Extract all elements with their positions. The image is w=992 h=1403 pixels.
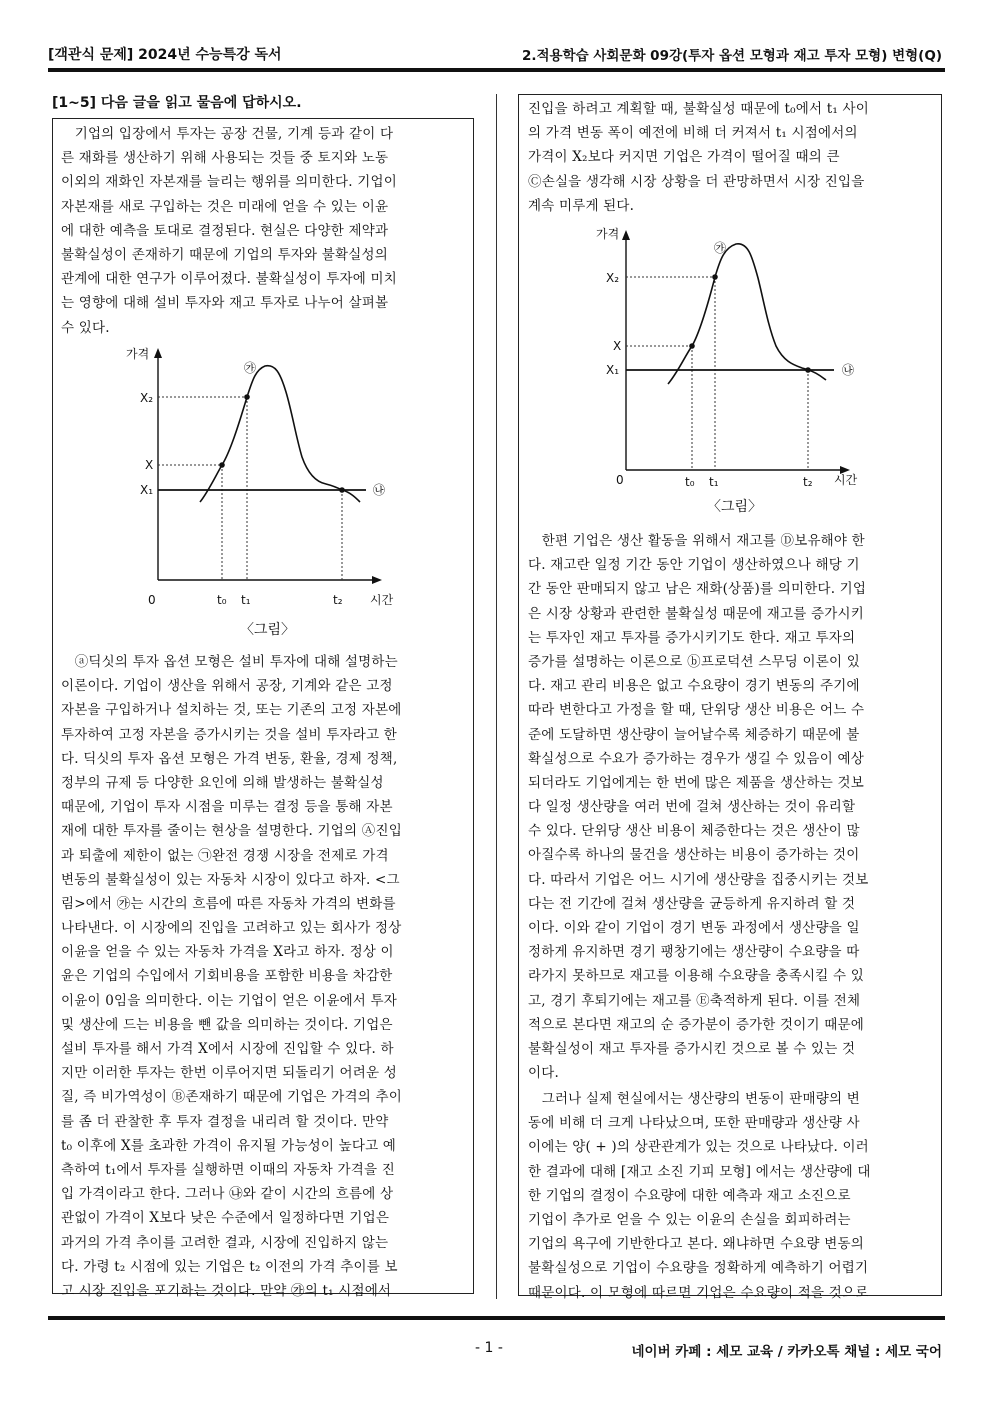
text-line: 은 시장 상황과 관련한 불확실성 때문에 재고를 증가시키 — [528, 605, 864, 622]
text-line: 변동의 불확실성이 있는 자동차 시장이 있다고 하자. <그 — [61, 871, 400, 888]
curve-a-label-2: ㉮ — [714, 241, 727, 255]
column-divider — [496, 94, 497, 1299]
text-line: 의 가격 변동 폭이 예전에 비해 더 커져서 t₁ 시점에서의 — [528, 125, 858, 142]
text-line: 는 투자인 재고 투자를 증가시키기도 한다. 재고 투자의 — [528, 629, 856, 646]
text-line: 를 좀 더 관찰한 후 투자 결정을 내리려 할 것이다. 만약 — [61, 1113, 389, 1130]
text-line: 윤은 기업의 수입에서 기회비용을 포함한 비용을 차감한 — [61, 968, 393, 985]
text-line: 고 시장 진입을 포기하는 것이다. 만약 ㉮의 t₁ 시점에서 — [61, 1282, 392, 1299]
question-heading: [1~5] 다음 글을 읽고 물음에 답하시오. — [52, 95, 302, 111]
text-line: 그러나 실제 현실에서는 생산량의 변동이 판매량의 변 — [528, 1091, 860, 1107]
passage-left-para2 — [61, 650, 465, 1303]
text-line: 림>에서 ㉮는 시간의 흐름에 따른 자동차 가격의 변화를 — [61, 895, 396, 912]
y-tick-x2: X₂ — [140, 391, 154, 405]
y-axis-label-2: 가격 — [596, 227, 620, 241]
origin-label-2: 0 — [616, 473, 624, 487]
passage-left-para1 — [61, 122, 465, 340]
text-line: 다. 재고 관리 비용은 없고 수요량이 경기 변동의 주기에 — [528, 678, 860, 695]
text-line: 라가지 못하므로 재고를 이용해 수요량을 충족시킬 수 있 — [528, 968, 864, 985]
y-axis-label: 가격 — [126, 347, 150, 361]
x-tick-t0: t₀ — [217, 593, 227, 607]
text-line: 다 일정 생산량을 여러 번에 걸쳐 생산하는 것이 유리할 — [528, 799, 856, 816]
text-line: 이에는 양( + )의 상관관계가 있는 것으로 나타났다. 이러 — [528, 1139, 869, 1156]
text-line: 수 있다. 단위당 생산 비용이 체증한다는 것은 생산이 많 — [528, 823, 860, 840]
passage-right-para1 — [528, 97, 934, 218]
text-line: 관없이 가격이 X보다 낮은 수준에서 일정하다면 기업은 — [61, 1210, 390, 1227]
footer-credit: 네이버 카페 : 세모 교육 / 카카오톡 채널 : 세모 국어 — [631, 1344, 942, 1360]
text-line: 는 영향에 대해 설비 투자와 재고 투자로 나누어 살펴볼 — [61, 295, 389, 312]
text-line: 다. 따라서 기업은 어느 시기에 생산량을 집중시키는 것보 — [528, 871, 869, 888]
origin-label: 0 — [148, 593, 156, 607]
text-line: 기업이 추가로 얻을 수 있는 이윤의 손실을 회피하려는 — [528, 1211, 851, 1228]
text-line: 다. 재고란 일정 기간 동안 기업이 생산하였으나 해당 기 — [528, 557, 860, 574]
y-tick-x2-2: X₂ — [606, 271, 620, 285]
x-tick-t2-2: t₂ — [803, 475, 813, 489]
text-line: 다는 전 기간에 걸쳐 생산량을 균등하게 유지하려 할 것 — [528, 895, 856, 912]
x-axis-label: 시간 — [370, 593, 394, 607]
text-line: 지만 이러한 투자는 한번 이루어지면 되돌리기 어려운 성 — [61, 1065, 397, 1082]
x-tick-t1-2: t₁ — [709, 475, 719, 489]
text-line: 이외의 재화인 자본재를 늘리는 행위를 의미한다. 기업이 — [61, 174, 397, 191]
text-line: 한 결과에 대해 [재고 소진 기피 모형] 에서는 생산량에 대 — [528, 1163, 871, 1180]
text-line: 재에 대한 투자를 줄이는 현상을 설명한다. 기업의 Ⓐ진입 — [61, 823, 402, 840]
x-axis-label-2: 시간 — [834, 473, 858, 487]
passage-right-para2 — [528, 529, 934, 1085]
text-line: 른 재화를 생산하기 위해 사용되는 것들 중 토지와 노동 — [61, 150, 389, 167]
text-line: 때문에, 기업이 투자 시점을 미루는 결정 등을 통해 자본 — [61, 799, 393, 816]
text-line: 증가를 설명하는 이론으로 ⓑ프로덕션 스무딩 이론이 있 — [528, 653, 860, 670]
text-line: t₀ 이후에 X를 초과한 가격이 유지될 가능성이 높다고 예 — [61, 1137, 397, 1154]
text-line: 때문이다. 이 모형에 따르면 기업은 수요량이 적을 것으로 — [528, 1284, 869, 1301]
text-line: 고, 경기 후퇴기에는 재고를 Ⓔ축적하게 된다. 이를 전체 — [528, 992, 861, 1009]
text-line: 따라 변한다고 가정을 할 때, 단위당 생산 비용은 어느 수 — [528, 702, 865, 719]
curve-b-label-2: ㉯ — [842, 363, 855, 377]
text-line: 적으로 본다면 재고의 순 증가분이 증가한 것이기 때문에 — [528, 1016, 864, 1033]
text-line: 질, 즉 비가역성이 Ⓑ존재하기 때문에 기업은 가격의 추이 — [61, 1089, 402, 1106]
text-line: 과 퇴출에 제한이 없는 ㉠완전 경쟁 시장을 전제로 가격 — [61, 847, 389, 864]
y-tick-x1: X₁ — [140, 483, 154, 497]
footer-rule — [48, 1316, 945, 1320]
text-line: ⓐ딕싯의 투자 옵션 모형은 설비 투자에 대해 설명하는 — [61, 654, 398, 670]
text-line: 설비 투자를 해서 가격 X에서 시장에 진입할 수 있다. 하 — [61, 1041, 394, 1057]
text-line: 다. 딕싯의 투자 옵션 모형은 가격 변동, 환율, 경제 정책, — [61, 750, 398, 767]
text-line: 이윤이 0임을 의미한다. 이는 기업이 얻은 이윤에서 투자 — [61, 992, 398, 1009]
text-line: 이론이다. 기업이 생산을 위해서 공장, 기계와 같은 고정 — [61, 678, 393, 695]
y-tick-x-2: X — [613, 339, 622, 353]
text-line: 간 동안 판매되지 않고 남은 재화(상품)를 의미한다. 기업 — [528, 581, 867, 598]
text-line: Ⓒ손실을 생각해 시장 상황을 더 관망하면서 시장 진입을 — [528, 173, 865, 190]
text-line: 이다. — [528, 1065, 559, 1082]
text-line: 불확실성이 재고 투자를 증가시킨 것으로 볼 수 있는 것 — [528, 1040, 856, 1057]
figure-caption-left: 〈그림〉 — [240, 622, 296, 638]
curve-a-label: ㉮ — [244, 361, 257, 375]
text-line: 입 가격이라고 한다. 그러나 ㉯와 같이 시간의 흐름에 상 — [61, 1186, 394, 1203]
header-left: [객관식 문제] 2024년 수능특강 독서 — [48, 47, 282, 63]
text-line: 진입을 하려고 계획할 때, 불확실성 때문에 t₀에서 t₁ 사이 — [528, 101, 869, 117]
y-tick-x1-2: X₁ — [606, 363, 620, 377]
text-line: 과거의 가격 추이를 고려한 결과, 시장에 진입하지 않는 — [61, 1234, 389, 1251]
text-line: 자본을 구입하거나 설치하는 것, 또는 기존의 고정 자본에 — [61, 702, 402, 719]
x-tick-t0-2: t₀ — [685, 475, 695, 489]
y-tick-x: X — [145, 458, 154, 472]
text-line: 및 생산에 드는 비용을 뺀 값을 의미하는 것이다. 기업은 — [61, 1016, 393, 1033]
figure-caption-right: 〈그림〉 — [707, 499, 763, 515]
text-line: 불확실성이 존재하기 때문에 기업의 투자와 불확실성의 — [61, 246, 388, 263]
text-line: 이윤을 얻을 수 있는 자동차 가격을 X라고 하자. 정상 이 — [61, 944, 394, 961]
passage-right-para3 — [528, 1087, 934, 1305]
text-line: 자본재를 새로 구입하는 것은 미래에 얻을 수 있는 이윤 — [61, 198, 389, 215]
curve-b-label: ㉯ — [373, 483, 386, 497]
price-figure-left — [120, 342, 410, 642]
text-line: 에 대한 예측을 토대로 결정된다. 현실은 다양한 제약과 — [61, 222, 389, 239]
text-line: 수 있다. — [61, 319, 110, 336]
text-line: 이다. 이와 같이 기업이 경기 변동 과정에서 생산량을 일 — [528, 920, 860, 936]
x-tick-t2: t₂ — [333, 593, 343, 607]
text-line: 확실성으로 수요가 증가하는 경우가 생길 수 있음이 예상 — [528, 750, 864, 767]
text-line: 기업의 입장에서 투자는 공장 건물, 기계 등과 같이 다 — [61, 126, 394, 142]
text-line: 기업의 욕구에 기반한다고 본다. 왜냐하면 수요량 변동의 — [528, 1236, 864, 1253]
text-line: 가격이 X₂보다 커지면 기업은 가격이 떨어질 때의 큰 — [528, 149, 840, 166]
text-line: 측하여 t₁에서 투자를 실행하면 이때의 자동차 가격을 진 — [61, 1161, 395, 1178]
page-number: - 1 - — [475, 1340, 503, 1356]
text-line: 동에 비해 더 크게 나타났으며, 또한 판매량과 생산량 사 — [528, 1115, 860, 1132]
text-line: 계속 미루게 된다. — [528, 197, 635, 214]
text-line: 관계에 대한 연구가 이루어졌다. 불확실성이 투자에 미치 — [61, 271, 397, 288]
text-line: 되더라도 기업에게는 한 번에 많은 제품을 생산하는 것보 — [528, 774, 864, 791]
text-line: 투자하여 고정 자본을 증가시키는 것을 설비 투자라고 한 — [61, 726, 397, 743]
text-line: 나타낸다. 이 시장에의 진입을 고려하고 있는 회사가 정상 — [61, 920, 402, 937]
header-rule — [48, 68, 945, 72]
text-line: 정부의 규제 등 다양한 요인에 의해 발생하는 불확실성 — [61, 774, 384, 791]
text-line: 불확실성으로 기업이 수요량을 정확하게 예측하기 어렵기 — [528, 1260, 869, 1277]
text-line: 한편 기업은 생산 활동을 위해서 재고를 Ⓓ보유해야 한 — [528, 533, 865, 549]
text-line: 아질수록 하나의 물건을 생산하는 비용이 증가하는 것이 — [528, 847, 860, 864]
header-right: 2.적용학습 사회문화 09강(투자 옵션 모형과 재고 투자 모형) 변형(Q) — [521, 48, 942, 64]
text-line: 정하게 유지하면 경기 팽창기에는 생산량이 수요량을 따 — [528, 944, 860, 961]
x-tick-t1: t₁ — [241, 593, 251, 607]
text-line: 한 기업의 결정이 수요량에 대한 예측과 재고 소진으로 — [528, 1187, 851, 1204]
price-figure-right — [588, 222, 878, 522]
text-line: 준에 도달하면 생산량이 늘어날수록 체증하기 때문에 불 — [528, 726, 860, 743]
text-line: 다. 가령 t₂ 시점에 있는 기업은 t₂ 이전의 가격 추이를 보 — [61, 1258, 398, 1275]
